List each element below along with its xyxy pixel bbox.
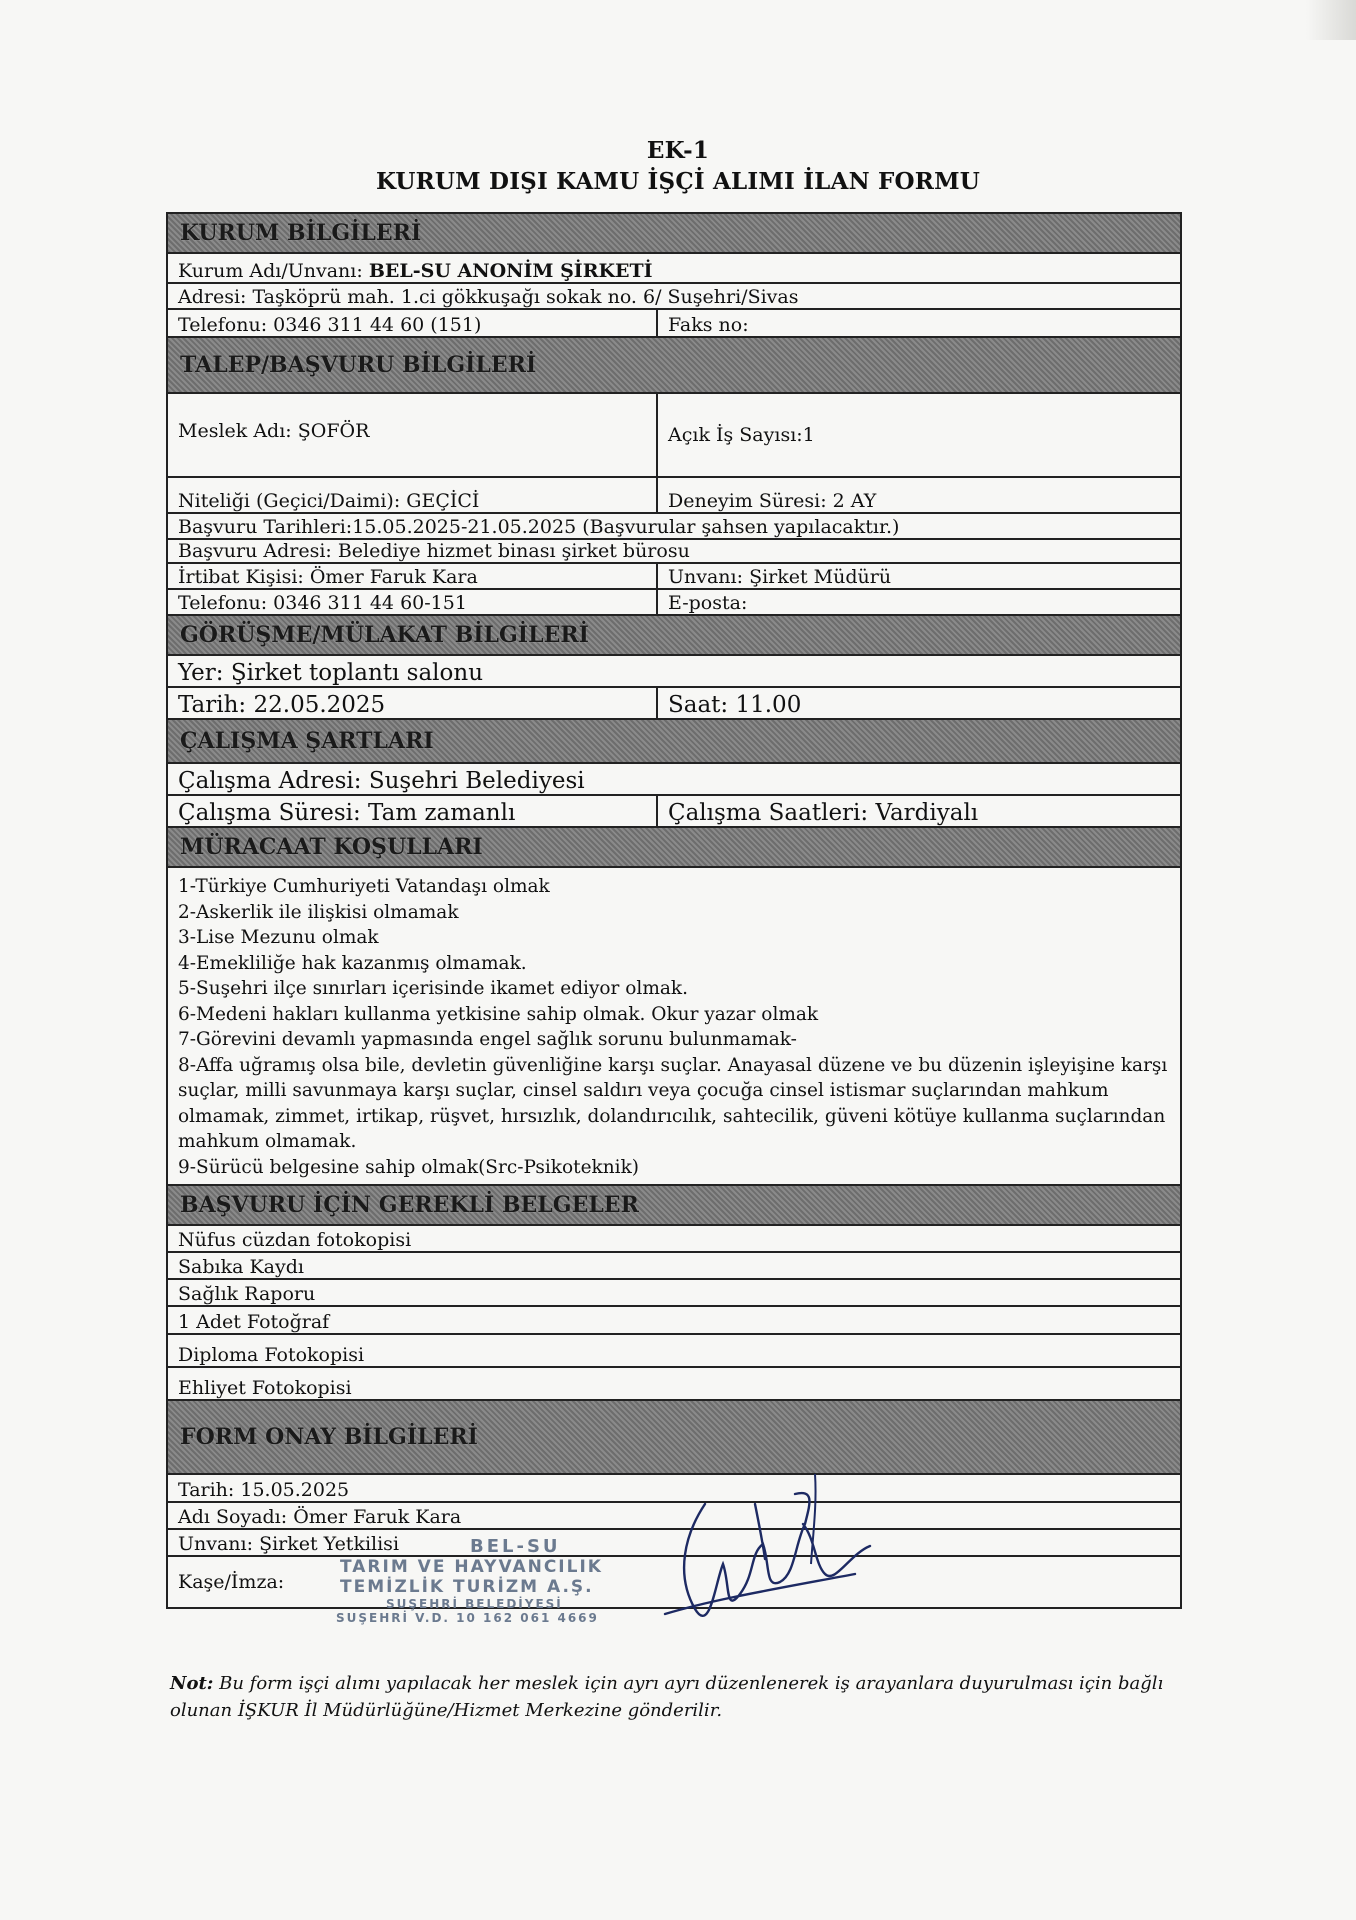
meslek-adi: Meslek Adı: ŞOFÖR: [168, 394, 658, 476]
basvuru-adresi-row: [168, 540, 1180, 564]
section-muracaat-header: MÜRACAAT KOŞULLARI: [168, 828, 1180, 868]
belge-item: Diploma Fotokopisi: [178, 1344, 365, 1366]
list-item: 2-Askerlik ile ilişkisi olmamak: [178, 901, 459, 923]
kase-imza: Kaşe/İmza:: [178, 1571, 285, 1593]
section-onay-header: FORM ONAY BİLGİLERİ: [168, 1401, 1180, 1475]
deneyim-suresi: Deneyim Süresi: 2 AY: [668, 490, 877, 512]
belge-row: [168, 1368, 1180, 1401]
calisma-sure-row: [168, 796, 1180, 828]
kurum-name-value: BEL-SU ANONİM ŞİRKETİ: [368, 260, 653, 282]
onay-tarih: Tarih: 15.05.2025: [178, 1479, 350, 1501]
gorusme-yer: Yer: Şirket toplantı salonu: [178, 660, 484, 686]
footer-note: [170, 1670, 1170, 1724]
note-label: Not:: [170, 1673, 214, 1694]
list-item: 8-Affa uğramış olsa bile, devletin güvenliğine karşı suçlar. Anayasal düzene ve bu düzenin işleyişine karşı suçlar, milli savunmaya karşı suçlar, cinsel saldırı veya çocuğa cinsel istismar suçlarından mahkum olmamak, zimmet, irtikap, rüşvet, hırsızlık, dolandırıcılık, sahtecilik, güveni kötüye kullanma suçlarından mahkum olmamak.: [178, 1054, 1168, 1152]
note-text: Bu form işçi alımı yapılacak her meslek için ayrı ayrı düzenlenerek iş arayanlara duyurulması için bağlı olunan İŞKUR İl Müdürlüğüne/Hizmet Merkezine gönderilir.: [170, 1673, 1164, 1721]
muracaat-list: [168, 868, 1180, 1186]
calisma-suresi: Çalışma Süresi: Tam zamanlı: [168, 796, 658, 826]
basvuru-tarihleri: Başvuru Tarihleri:15.05.2025-21.05.2025 (Başvurular şahsen yapılacaktır.): [178, 516, 900, 538]
irtibat-unvan: Unvanı: Şirket Müdürü: [668, 566, 892, 588]
belge-row: [168, 1280, 1180, 1307]
belge-row: [168, 1335, 1180, 1368]
list-item: 4-Emekliliğe hak kazanmış olmamak.: [178, 952, 527, 974]
talep-email: E-posta:: [668, 592, 748, 614]
document-title: KURUM DIŞI KAMU İŞÇİ ALIMI İLAN FORMU: [375, 168, 981, 195]
section-calisma-header: ÇALIŞMA ŞARTLARI: [168, 720, 1180, 764]
basvuru-tarihleri-row: [168, 514, 1180, 540]
belge-row: [168, 1307, 1180, 1335]
calisma-adresi: Çalışma Adresi: Suşehri Belediyesi: [178, 768, 585, 794]
kurum-address-row: [168, 284, 1180, 310]
kurum-address: Adresi: Taşköprü mah. 1.ci gökkuşağı sokak no. 6/ Suşehri/Sivas: [178, 286, 799, 308]
belge-item: 1 Adet Fotoğraf: [178, 1311, 330, 1333]
document-header: [0, 135, 1356, 197]
company-stamp: BEL-SU TARIM VE HAYVANCILIK TEMİZLİK TURİZM A.Ş. SUŞEHRİ BELEDİYESİ SUŞEHRİ V.D. 10 162 061 4669: [336, 1536, 603, 1625]
gorusme-tarih: Tarih: 22.05.2025: [168, 688, 658, 718]
kurum-name-row: [168, 254, 1180, 284]
calisma-saatleri: Çalışma Saatleri: Vardiyalı: [668, 800, 979, 826]
onay-unvani: Unvanı: Şirket Yetkilisi: [178, 1533, 400, 1555]
list-item: 5-Suşehri ilçe sınırları içerisinde ikamet ediyor olmak.: [178, 978, 688, 999]
announcement-form: [166, 212, 1182, 1609]
list-item: 6-Medeni hakları kullanma yetkisine sahip olmak. Okur yazar olmak: [178, 1003, 819, 1025]
belge-item: Sağlık Raporu: [178, 1283, 316, 1305]
section-belgeler-header: BAŞVURU İÇİN GEREKLİ BELGELER: [168, 1186, 1180, 1226]
calisma-adres-row: [168, 764, 1180, 796]
talep-meslek-row: [168, 394, 1180, 478]
kurum-name: Kurum Adı/Unvanı: BEL-SU ANONİM ŞİRKETİ: [178, 260, 653, 282]
list-item: 1-Türkiye Cumhuriyeti Vatandaşı olmak: [178, 876, 550, 897]
irtibat-kisisi: İrtibat Kişisi: Ömer Faruk Kara: [168, 564, 658, 588]
document-code: EK-1: [646, 137, 710, 164]
kurum-phone: Telefonu: 0346 311 44 60 (151): [168, 310, 658, 336]
list-item: 3-Lise Mezunu olmak: [178, 927, 379, 948]
talep-phone-row: [168, 590, 1180, 616]
signature-scribble: [645, 1464, 875, 1634]
talep-phone: Telefonu: 0346 311 44 60-151: [168, 590, 658, 614]
belge-row: [168, 1253, 1180, 1280]
section-talep-header: TALEP/BAŞVURU BİLGİLERİ: [168, 338, 1180, 394]
gorusme-yer-row: [168, 656, 1180, 688]
basvuru-adresi: Başvuru Adresi: Belediye hizmet binası şirket bürosu: [178, 540, 690, 562]
belge-item: Nüfus cüzdan fotokopisi: [178, 1229, 412, 1251]
belge-item: Ehliyet Fotokopisi: [178, 1377, 352, 1399]
list-item: 9-Sürücü belgesine sahip olmak(Src-Psikoteknik): [178, 1156, 640, 1178]
gorusme-saat: Saat: 11.00: [668, 692, 802, 718]
nitelik: Niteliği (Geçici/Daimi): GEÇİCİ: [168, 478, 658, 512]
talep-nitelik-row: [168, 478, 1180, 514]
section-gorusme-header: GÖRÜŞME/MÜLAKAT BİLGİLERİ: [168, 616, 1180, 656]
belge-item: Sabıka Kaydı: [178, 1256, 304, 1278]
gorusme-tarih-row: [168, 688, 1180, 720]
irtibat-row: [168, 564, 1180, 590]
page-corner-shadow: [1306, 0, 1356, 40]
belge-row: [168, 1226, 1180, 1253]
list-item: 7-Görevini devamlı yapmasında engel sağlık sorunu bulunmamak-: [178, 1029, 797, 1050]
section-kurum-header: KURUM BİLGİLERİ: [168, 214, 1180, 254]
kurum-fax: Faks no:: [668, 314, 749, 336]
acik-is-sayisi: Açık İş Sayısı:1: [668, 424, 815, 446]
onay-adi-soyadi: Adı Soyadı: Ömer Faruk Kara: [178, 1506, 462, 1528]
kurum-phone-row: [168, 310, 1180, 338]
